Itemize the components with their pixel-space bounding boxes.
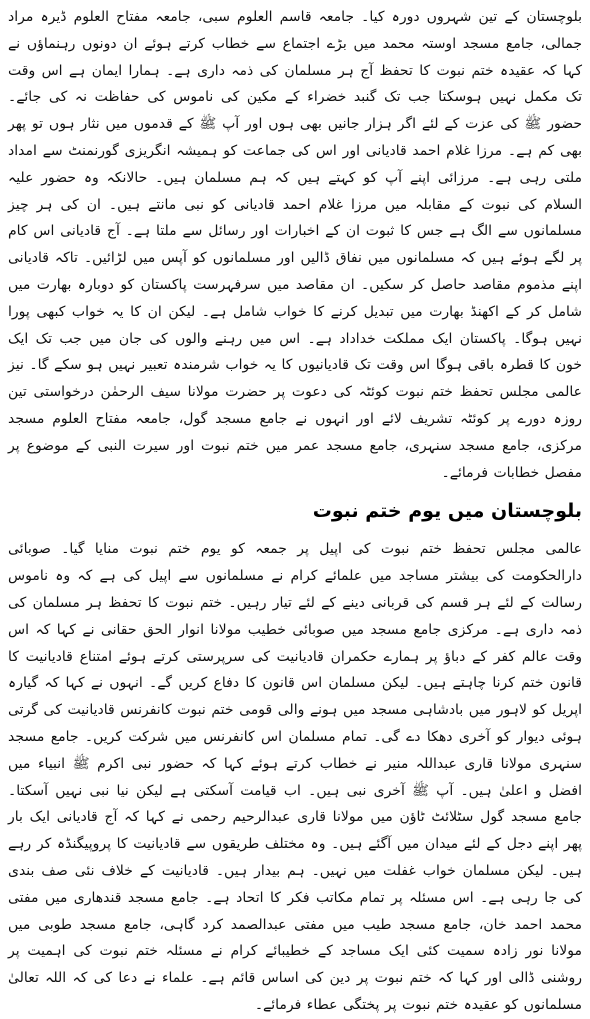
article-paragraph-intro: بلوچستان کے تین شہروں دورہ کیا۔ جامعہ قاسم العلوم سبی، جامعہ مفتاح العلوم ڈیرہ مراد جمالی، جامع مسجد اوستہ محمد میں بڑے اجتماع سے خطاب کرتے ہوئے ان دونوں رہنماؤں نے کہا کہ عقیدہ ختم نبوت کا تحفظ آج ہر مسلمان کی ذمہ داری ہے۔ ہمارا ایمان ہے اس وقت تک مکمل نہیں ہوسکتا جب تک گنبد خضراء کے مکین کی ناموس کی حفاظت نہ کی جائے۔ حضور ﷺ کی عزت کے لئے اگر ہزار جانیں بھی ہوں اور آپ ﷺ کے قدموں میں نثار ہوں تو پھر بھی کم ہے۔ مرزا غلام احمد قادیانی اور اس کی جماعت کو ہمیشہ انگریزی گورنمنٹ سے امداد ملتی رہی ہے۔ مرزائی اپنے آپ کو کہتے ہیں کہ ہم مسلمان ہیں۔ حالانکہ وہ حضور علیہ السلام کی نبوت کے مقابلہ میں مرزا غلام احمد قادیانی کو نبی مانتے ہیں۔ ان کی ہر چیز مسلمانوں سے الگ ہے جس کا ثبوت ان کے اخبارات اور رسائل سے ملتا ہے۔ آج قادیانی اس کام پر لگے ہوئے ہیں کہ مسلمانوں میں نفاق ڈالیں اور مسلمانوں کو آپس میں لڑائیں۔ تاکہ قادیانی اپنے مذموم مقاصد حاصل کر سکیں۔ ان مقاصد میں سرفہرست پاکستان کو دوبارہ بھارت میں شامل کر کے اکھنڈ بھارت میں تبدیل کرنے کا خواب شامل ہے۔ لیکن ان کا یہ خواب کبھی پورا نہیں ہوگا۔ پاکستان ایک مملکت خداداد ہے۔ اس میں رہنے والوں کی جان میں جب تک ایک خون کا قطرہ باقی ہوگا اس وقت تک قادیانیوں کا یہ خواب شرمندہ تعبیر نہیں ہو سکے گا۔ نیز عالمی مجلس تحفظ ختم نبوت کوئٹہ کی دعوت پر حضرت مولانا سیف الرحمٰن درخواستی تین روزہ دورے پر کوئٹہ تشریف لائے اور انہوں نے جامع مسجد گول، جامعہ مفتاح العلوم مسجد مرکزی، جامع مسجد سنہری، جامع مسجد عمر میں ختم نبوت اور سیرت النبی کے موضوع پر مفصل خطابات فرمائے۔ — [8, 9, 582, 481]
article-paragraph-main: عالمی مجلس تحفظ ختم نبوت کی اپیل پر جمعہ کو یوم ختم نبوت منایا گیا۔ صوبائی دارالحکومت کی بیشتر مساجد میں علمائے کرام نے مسلمانوں سے اپیل کی ہے کہ وہ ناموس رسالت کے لئے ہر قسم کی قربانی دینے کے لئے تیار رہیں۔ ختم نبوت کا تحفظ ہر مسلمان کی ذمہ داری ہے۔ مرکزی جامع مسجد میں صوبائی خطیب مولانا انوار الحق حقانی نے کہا کہ اس وقت عالم کفر کے دباؤ پر ہمارے حکمران قادیانیت کی سرپرستی کرتے ہوئے امتناع قادیانیت کا قانون ختم کرنا چاہتے ہیں۔ لیکن مسلمان اس قانون کا دفاع کریں گے۔ انہوں نے کہا کہ گیارہ اپریل کو لاہور میں بادشاہی مسجد میں ہونے والی قومی ختم نبوت کانفرنس قادیانیت کی گرتی ہوئی دیوار کو آخری دھکا دے گی۔ تمام مسلمان اس کانفرنس میں شرکت کریں۔ جامع مسجد سنہری مولانا قاری عبداللہ منیر نے خطاب کرتے ہوئے کہا کہ حضور نبی اکرم ﷺ انبیاء میں افضل و اعلیٰ ہیں۔ آپ ﷺ آخری نبی ہیں۔ اب قیامت آسکتی ہے لیکن نیا نبی نہیں آسکتا۔ جامع مسجد گول سٹلائٹ ٹاؤن میں مولانا قاری عبدالرحیم رحمی نے کہا کہ آج قادیانی ایک بار پھر اپنے دجل کے لئے میدان میں آگئے ہیں۔ وہ مختلف طریقوں سے قادیانیت کا پروپیگنڈہ کر رہے ہیں۔ لیکن مسلمان خواب غفلت میں نہیں۔ ہم بیدار ہیں۔ قادیانیت کے خلاف نئی صف بندی کی جا رہی ہے۔ اس مسئلہ پر تمام مکاتب فکر کا اتحاد ہے۔ جامع مسجد قندھاری میں مفتی محمد احمد خان، جامع مسجد طیب میں مفتی عبدالصمد کرد گاہی، جامع مسجد طوبی میں مولانا نور زادہ سمیت کئی ایک مساجد کے خطیبائے کرام نے مسئلہ ختم نبوت کی اہمیت پر روشنی ڈالی اور کہا کہ ختم نبوت پر دین کی اساس قائم ہے۔ علماء نے دعا کی کہ اللہ تعالیٰ مسلمانوں کو عقیدہ ختم نبوت پر پختگی عطاء فرمائے۔ — [8, 541, 582, 1013]
section-heading: بلوچستان میں یوم ختم نبوت — [312, 500, 582, 523]
